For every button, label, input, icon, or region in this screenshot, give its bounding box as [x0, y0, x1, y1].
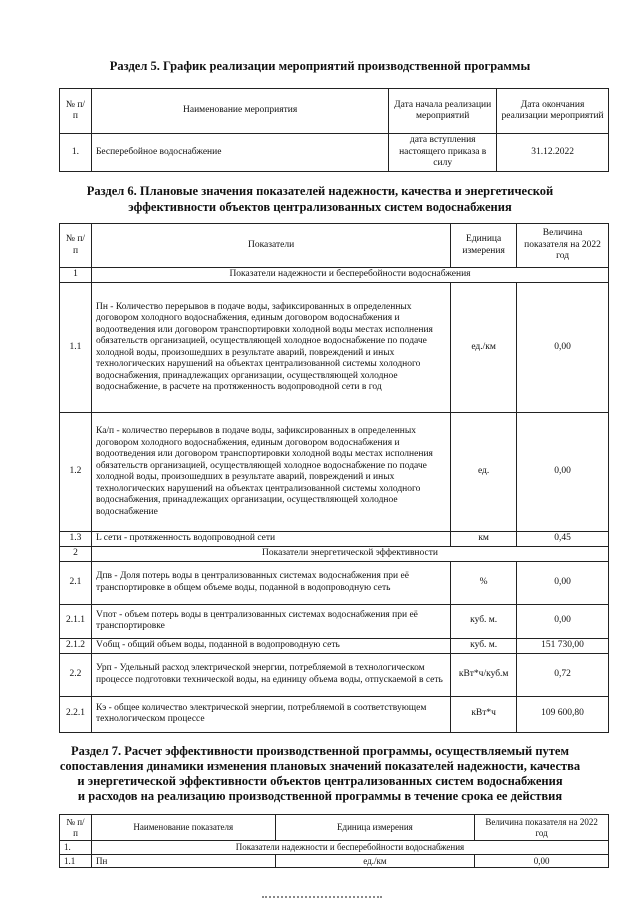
- cell-unit: кВт*ч/куб.м: [451, 653, 517, 696]
- cell-value: 0,72: [517, 653, 609, 696]
- cell-end-date: 31.12.2022: [497, 134, 609, 172]
- group-row: [60, 268, 609, 283]
- cell-unit: ед.: [451, 413, 517, 532]
- cell-indicator: Урп - Удельный расход электрической энергии, потребляемой в технологическом процессе подготовки технической воды, на единицу объема воды, отпускаемой в сеть: [91, 653, 450, 696]
- group-num: 1.: [60, 841, 92, 855]
- header-value-2022: Величина показателя на 2022 год: [517, 224, 609, 268]
- header-indicator-name: Наименование показателя: [91, 815, 275, 841]
- cell-num: 1.1: [60, 854, 92, 868]
- cell-unit: км: [451, 532, 517, 547]
- section6-table: [59, 223, 609, 733]
- group-row: [60, 546, 609, 561]
- header-value-2022: Величина показателя на 2022 год: [475, 815, 609, 841]
- cell-unit: куб. м.: [451, 604, 517, 638]
- cell-num: 2.1.1: [60, 604, 92, 638]
- table-header-row: [60, 89, 609, 134]
- scan-artifact: [262, 896, 382, 901]
- section7-title-line3: и энергетической эффективности объектов централизованных систем водоснабжения: [77, 774, 563, 788]
- table-row: [60, 561, 609, 604]
- header-unit: Единица измерения: [451, 224, 517, 268]
- section6-title-line2: эффективности объектов централизованных систем водоснабжения: [128, 200, 512, 214]
- section7-title-line4: и расходов на реализацию производственной программы в течение срока ее действия: [77, 789, 563, 803]
- group-title: Показатели надежности и бесперебойности водоснабжения: [91, 841, 608, 855]
- cell-value: 0,45: [517, 532, 609, 547]
- cell-value: 0,00: [517, 604, 609, 638]
- cell-num: 1.1: [60, 283, 92, 413]
- cell-num: 1.: [60, 134, 92, 172]
- cell-value: 151 730,00: [517, 638, 609, 653]
- section5-table: [59, 88, 609, 172]
- section5-title: Раздел 5. График реализации мероприятий производственной программы: [109, 59, 531, 73]
- cell-start-date: дата вступления настоящего приказа в силу: [389, 134, 497, 172]
- cell-unit: кВт*ч: [451, 696, 517, 732]
- table-row: [60, 854, 609, 868]
- header-start-date: Дата начала реализации мероприятий: [389, 89, 497, 134]
- section6-title-line1: Раздел 6. Плановые значения показателей надежности, качества и энергетической: [86, 184, 554, 198]
- table-header-row: [60, 224, 609, 268]
- cell-value: 0,00: [517, 283, 609, 413]
- cell-unit: ед./км: [451, 283, 517, 413]
- table-row: [60, 283, 609, 413]
- table-row: [60, 134, 609, 172]
- cell-indicator: L сети - протяженность водопроводной сети: [91, 532, 450, 547]
- header-num: № п/п: [60, 224, 92, 268]
- cell-indicator: Vпот - объем потерь воды в централизованных системах водоснабжения при её транспортировке: [91, 604, 450, 638]
- section7-table: [59, 814, 609, 868]
- table-row: [60, 696, 609, 732]
- header-end-date: Дата окончания реализации мероприятий: [497, 89, 609, 134]
- cell-unit: ед./км: [275, 854, 475, 868]
- table-row: [60, 653, 609, 696]
- table-row: [60, 413, 609, 532]
- cell-num: 2.1.2: [60, 638, 92, 653]
- table-row: [60, 532, 609, 547]
- table-header-row: [60, 815, 609, 841]
- cell-value: 109 600,80: [517, 696, 609, 732]
- cell-indicator-name: Пн: [91, 854, 275, 868]
- group-title: Показатели энергетической эффективности: [91, 546, 608, 561]
- cell-num: 2.2: [60, 653, 92, 696]
- table-row: [60, 604, 609, 638]
- group-title: Показатели надежности и бесперебойности водоснабжения: [91, 268, 608, 283]
- cell-event-name: Бесперебойное водоснабжение: [91, 134, 388, 172]
- cell-indicator: Ка/п - количество перерывов в подаче воды, зафиксированных в определенных договором холодного водоснабжения, единым договором водоснабжения и водоотведения или договором транспортировки холодной воды местах исполнения обязательств организацией, осуществляющей холодное водоснабжение по подаче холодной воды, произошедших в результате аварий, повреждений и иных технологических нарушений на объектах централизованной системы холодного водоснабжения, принадлежащих организации, осуществляющей холодное водоснабжение: [91, 413, 450, 532]
- cell-unit: куб. м.: [451, 638, 517, 653]
- section7-title-line1: Раздел 7. Расчет эффективности производственной программы, осуществляемый путем: [71, 744, 569, 758]
- cell-indicator: Пн - Количество перерывов в подаче воды, зафиксированных в определенных договором холодного водоснабжения, единым договором водоснабжения и водоотведения или договором транспортировки холодной воды местах исполнения обязательств организацией, осуществляющей холодное водоснабжение по подаче холодной воды, произошедших в результате аварий, повреждений и иных технологических нарушений на объектах централизованной системы холодного водоснабжения, принадлежащих организации, осуществляющей холодное водоснабжение, в расчете на протяженность водопроводной сети в год: [91, 283, 450, 413]
- cell-value: 0,00: [475, 854, 609, 868]
- header-num: № п/п: [60, 89, 92, 134]
- section7-title-line2: сопоставления динамики изменения плановых значений показателей надежности, качества: [59, 759, 581, 773]
- cell-value: 0,00: [517, 561, 609, 604]
- cell-num: 1.3: [60, 532, 92, 547]
- table-row: [60, 638, 609, 653]
- header-num: № п/п: [60, 815, 92, 841]
- cell-indicator: Кэ - общее количество электрической энергии, потребляемой в соответствующем технологическом процессе: [91, 696, 450, 732]
- header-event-name: Наименование мероприятия: [91, 89, 388, 134]
- group-num: 1: [60, 268, 92, 283]
- cell-value: 0,00: [517, 413, 609, 532]
- cell-indicator: Vобщ - общий объем воды, поданной в водопроводную сеть: [91, 638, 450, 653]
- cell-indicator: Дпв - Доля потерь воды в централизованных системах водоснабжения при её транспортировке в общем объеме воды, поданной в водопроводную сеть: [91, 561, 450, 604]
- header-unit: Единица измерения: [275, 815, 475, 841]
- group-row: [60, 841, 609, 855]
- header-indicators: Показатели: [91, 224, 450, 268]
- group-num: 2: [60, 546, 92, 561]
- cell-num: 2.2.1: [60, 696, 92, 732]
- cell-unit: %: [451, 561, 517, 604]
- cell-num: 2.1: [60, 561, 92, 604]
- cell-num: 1.2: [60, 413, 92, 532]
